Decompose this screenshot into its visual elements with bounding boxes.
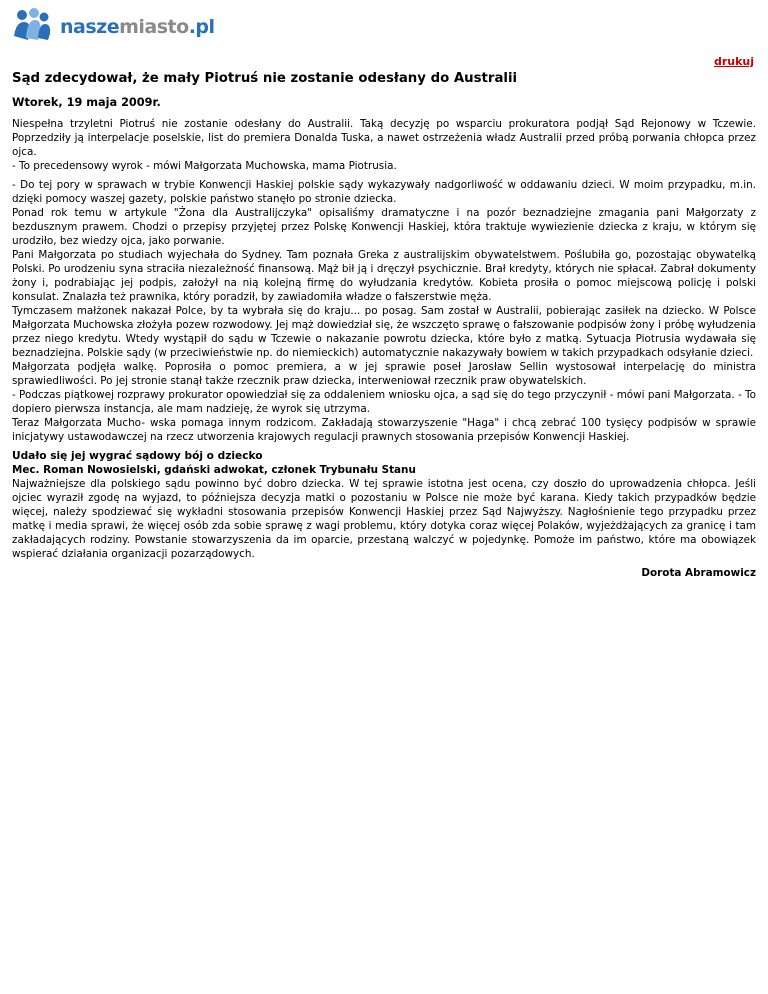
article-lead [12, 117, 756, 173]
expert-text: Najważniejsze dla polskiego sądu powinno być dobro dziecka. W tej sprawie istotna jest ocena, czy doszło do uprowadzenia chłopca. Jeśli ojciec wyraził zgodę na wyjazd, to późniejsza decyzja matki o pozostaniu w Polsce nie może być karana. Kiedy takich przypadków będzie więcej, należy spodziewać się wykładni stosowania przepisów Konwencji Haskiej przez Sąd Najwyższy. Nagłośnienie tego przypadku przez matkę i media sprawi, że więcej osób zda sobie sprawę z wagi problemu, który dotyka coraz więcej Polaków, wyjeżdżających za granicę i tam zakładających rodziny. Powstanie stowarzyszenia da im oparcie, przestaną walczyć w pojedynkę. Pomoże im państwo, które ma obowiązek wspierać działania organizacji pozarządowych. [12, 478, 756, 560]
body-paragraph: Teraz Małgorzata Mucho- wska pomaga innym rodzicom. Zakładają stowarzyszenie "Haga" i chcą zebrać 100 tysięcy podpisów w sprawie inicjatywy ustawodawczej na rzecz utworzenia krajowych regulacji prawnych stosowania przepisów Konwencji Haskiej. [12, 417, 756, 443]
article-author: Dorota Abramowicz [641, 567, 756, 579]
logo-part-miasto: miasto [119, 16, 189, 38]
body-paragraph: - Do tej pory w sprawach w trybie Konwencji Haskiej polskie sądy wykazywały nadgorliwość w oddawaniu dzieci. W moim przypadku, m.in. dzięki pomocy waszej gazety, polskie państwo stanęło po stronie dziecka. [12, 179, 756, 205]
logo-part-nasze: nasze [60, 16, 120, 38]
print-link[interactable]: drukuj [713, 55, 754, 68]
lead-text: Niespełna trzyletni Piotruś nie zostanie odesłany do Australii. Taką decyzję po wsparciu prokuratora podjął Sąd Rejonowy w Tczewie. Poprzedziły ją interpelacje poselskie, list do premiera Donalda Tuska, a nawet ostrzeżenia władz Australii przed próbą porwania chłopca przez ojca. [12, 118, 756, 158]
body-paragraph: Pani Małgorzata po studiach wyjechała do Sydney. Tam poznała Greka z australijskim obywatelstwem. Poślubiła go, pozostając obywatelką Polski. Po urodzeniu syna straciła niezależność finansową. Mąż bił ją i dręczył psychicznie. Brał kredyty, których nie spłacał. Zabrał dokumenty żony i, podrabiając jej podpis, założył na nią kolejną firmę do wyłudzania kredytów. Kobieta prosiła o pomoc miejscową policję i polski konsulat. Znalazła też prawnika, który poradził, by zawiadomiła władze o fałszerstwie męża. [12, 249, 756, 303]
article [12, 70, 756, 580]
logo-people-icon [10, 6, 54, 44]
article-date: Wtorek, 19 maja 2009r. [12, 96, 161, 109]
expert-byline: Mec. Roman Nowosielski, gdański adwokat, członek Trybunału Stanu [12, 464, 416, 476]
article-title: Sąd zdecydował, że mały Piotruś nie zostanie odesłany do Australii [12, 71, 518, 86]
article-subheading: Udało się jej wygrać sądowy bój o dziecko [12, 450, 263, 462]
body-paragraph: Tymczasem małżonek nakazał Polce, by ta wybrała się do kraju... po posag. Sam został w Australii, pobierając zasiłek na dziecko. W Polsce Małgorzata Muchowska złożyła pozew rozwodowy. Jej mąż dowiedział się, że wszczęto sprawę o fałszowanie podpisów żony i próbę wyłudzenia przez niego kredytu. Wtedy wystąpił do sądu w Tczewie o nakazanie powrotu dziecka, które było z matką. Sytuacja Piotrusia wydawała się beznadziejna. Polskie sądy (w przeciwieństwie np. do niemieckich) automatycznie nakazywały bowiem w takich przypadkach odsyłanie dzieci. [12, 305, 756, 359]
body-paragraph: Małgorzata podjęła walkę. Poprosiła o pomoc premiera, a w jej sprawie poseł Jarosław Sellin wystosował interpelację do ministra sprawiedliwości. Po jej stronie stanął także rzecznik praw dziecka, interweniował rzecznik praw obywatelskich. [12, 361, 756, 387]
lead-quote: - To precedensowy wyrok - mówi Małgorzata Muchowska, mama Piotrusia. [12, 160, 397, 172]
site-logo[interactable] [10, 6, 215, 46]
body-paragraph: Ponad rok temu w artykule "Żona dla Australijczyka" opisaliśmy dramatyczne i na pozór beznadziejne zmagania pani Małgorzaty z bezdusznym prawem. Chodzi o przepisy przyjętej przez Polskę Konwencji Haskiej, która traktuje wywiezienie dziecka z kraju, w którym się urodziło, bez wiedzy ojca, jako porwanie. [12, 207, 756, 247]
logo-wordmark [60, 16, 215, 38]
logo-part-pl: .pl [188, 16, 215, 38]
article-body [12, 178, 756, 444]
body-paragraph: - Podczas piątkowej rozprawy prokurator opowiedział się za oddaleniem wniosku ojca, a sąd się do tego przyczynił - mówi pani Małgorzata. - To dopiero pierwsza instancja, ale mam nadzieję, że wyrok się utrzyma. [12, 389, 756, 415]
